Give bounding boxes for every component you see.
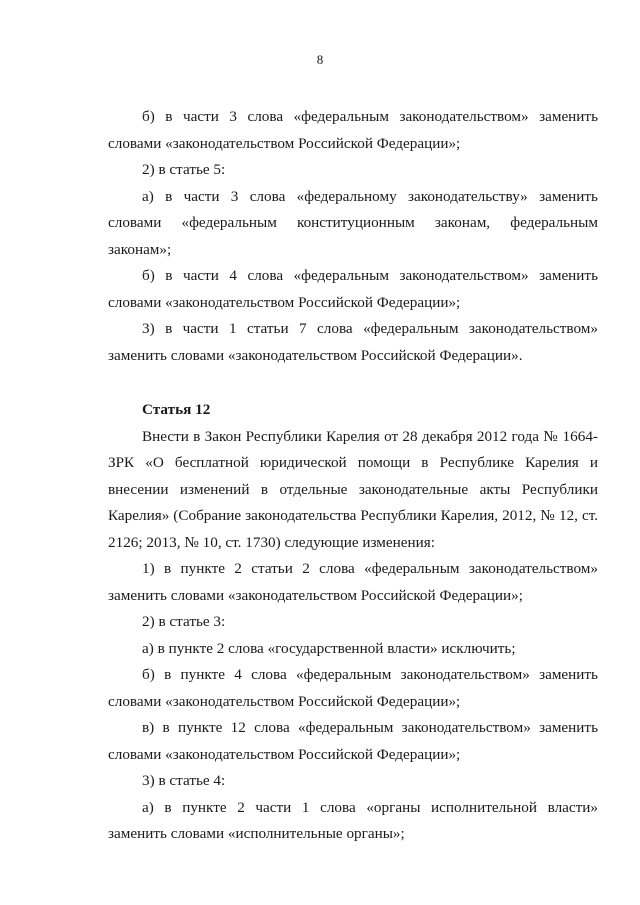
paragraph: Внести в Закон Республики Карелия от 28 декабря 2012 года № 1664-ЗРК «О бесплатной юридической помощи в Республике Карелия и внесении изменений в отдельные законодательные акты Республики Карелия» (Собрание законодательства Республики Карелия, 2012, № 12, ст. 2126; 2013, № 10, ст. 1730) следующие изменения: [108,427,598,551]
section-spacer [108,369,598,397]
paragraph: 2) в статье 3: [142,613,226,630]
paragraph: в) в пункте 12 слова «федеральным законодательством» заменить словами «законодательством Российской Федерации»; [108,719,598,763]
document-body [108,104,598,848]
paragraph: 3) в части 1 статьи 7 слова «федеральным законодательством» заменить словами «законодательством Российской Федерации». [108,320,598,364]
paragraph: 2) в статье 5: [142,161,226,178]
paragraph: б) в части 4 слова «федеральным законодательством» заменить словами «законодательством Российской Федерации»; [108,267,598,311]
paragraph: б) в части 3 слова «федеральным законодательством» заменить словами «законодательством Российской Федерации»; [108,108,598,152]
paragraph: а) в пункте 2 слова «государственной власти» исключить; [142,639,516,657]
paragraph: 1) в пункте 2 статьи 2 слова «федеральным законодательством» заменить словами «законодательством Российской Федерации»; [108,560,598,604]
page-number: 8 [316,52,324,67]
paragraph: 3) в статье 4: [142,772,226,789]
paragraph: б) в пункте 4 слова «федеральным законодательством» заменить словами «законодательством Российской Федерации»; [108,666,598,710]
paragraph: а) в пункте 2 части 1 слова «органы исполнительной власти» заменить словами «исполнительные органы»; [108,798,598,842]
article-heading: Статья 12 [142,401,211,418]
paragraph: а) в части 3 слова «федеральному законодательству» заменить словами «федеральным конституционным законам, федеральным законам»; [108,187,598,258]
